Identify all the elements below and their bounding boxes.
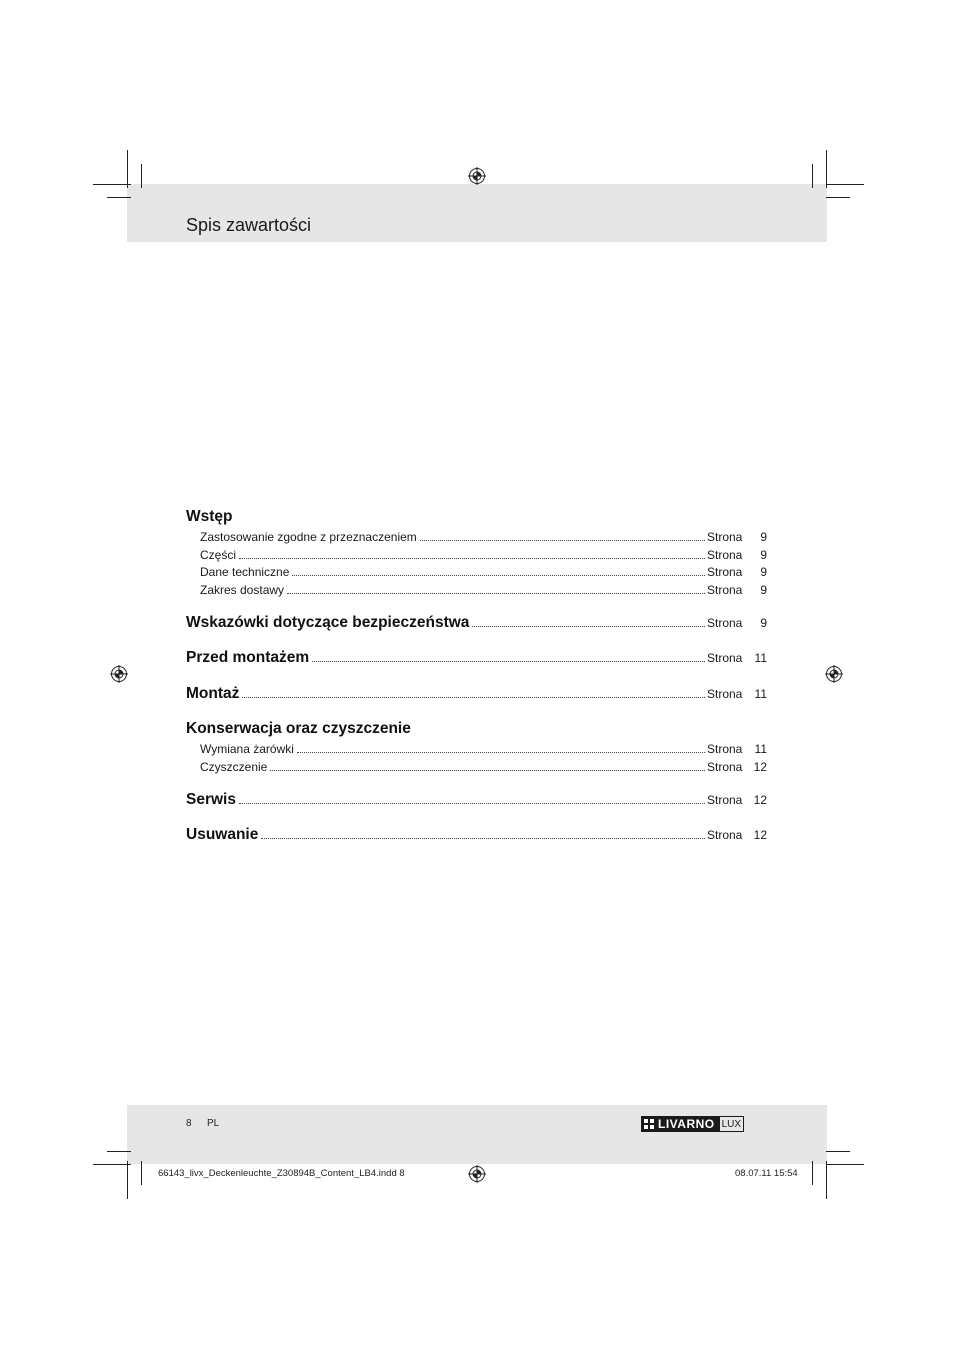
page-number: 9 xyxy=(760,582,767,597)
toc-entry[interactable] xyxy=(186,759,767,777)
page-number: 12 xyxy=(753,793,767,807)
toc-heading: Montaż xyxy=(186,685,240,702)
page-number: 11 xyxy=(754,742,767,756)
toc-section-intro xyxy=(186,505,767,599)
toc-heading: Usuwanie xyxy=(186,826,259,843)
toc-entry[interactable] xyxy=(186,564,767,582)
page-word: Strona xyxy=(707,565,743,580)
crop-mark xyxy=(93,184,131,185)
toc-entry-label: Czyszczenie xyxy=(200,759,268,774)
crop-mark xyxy=(107,197,131,198)
page-number: 11 xyxy=(754,687,767,701)
page-number: 9 xyxy=(760,565,767,580)
registration-mark-icon xyxy=(825,665,843,683)
page-number: 9 xyxy=(760,530,767,544)
crop-mark xyxy=(812,1161,813,1185)
crop-mark xyxy=(826,197,850,198)
toc-heading: Konserwacja oraz czyszczenie xyxy=(186,720,411,737)
toc-section-safety xyxy=(186,611,767,635)
page-word: Strona xyxy=(707,759,743,774)
dot-leader xyxy=(242,696,705,698)
crop-mark xyxy=(826,150,827,188)
toc-section-maintenance xyxy=(186,717,767,776)
page-word: Strona xyxy=(707,742,743,756)
toc-entry-label: Zakres dostawy xyxy=(200,582,285,597)
toc-section-service xyxy=(186,788,767,812)
page-number: 11 xyxy=(754,651,767,665)
toc-entry[interactable] xyxy=(186,582,767,600)
toc-entry[interactable] xyxy=(186,646,767,670)
toc-entry-label: Zastosowanie zgodne z przeznaczeniem xyxy=(200,530,417,544)
page-title: Spis zawartości xyxy=(186,215,312,235)
slug-filename: 66143_livx_Deckenleuchte_Z30894B_Content_LB4.indd 8 xyxy=(158,1168,405,1179)
toc-section-assembly xyxy=(186,682,767,706)
crop-mark xyxy=(127,1161,128,1199)
crop-mark xyxy=(141,1161,142,1185)
toc-entry[interactable] xyxy=(186,611,767,635)
toc-section-before xyxy=(186,646,767,670)
dot-leader xyxy=(287,592,705,594)
brand-mark-icon xyxy=(644,1119,654,1129)
footer-band xyxy=(127,1105,827,1164)
page-number: 12 xyxy=(753,828,767,842)
crop-mark xyxy=(826,1161,827,1199)
crop-mark xyxy=(812,164,813,188)
crop-mark xyxy=(826,1164,864,1165)
registration-mark-icon xyxy=(468,1165,486,1183)
toc-heading: Wstęp xyxy=(186,508,233,525)
page-word: Strona xyxy=(707,582,743,597)
dot-leader xyxy=(292,574,705,576)
brand-name: LIVARNO xyxy=(658,1117,715,1131)
dot-leader xyxy=(239,557,705,559)
slug-timestamp: 08.07.11 15:54 xyxy=(735,1168,798,1179)
page-word: Strona xyxy=(707,530,743,544)
toc-heading: Serwis xyxy=(186,791,236,808)
toc-entry[interactable] xyxy=(186,682,767,706)
dot-leader xyxy=(239,802,705,804)
dot-leader xyxy=(472,625,705,627)
toc-entry[interactable] xyxy=(186,529,767,547)
toc-entry-label: Wymiana żarówki xyxy=(200,742,294,756)
dot-leader xyxy=(270,769,705,771)
dot-leader xyxy=(312,660,705,662)
toc-heading: Wskazówki dotyczące bezpieczeństwa xyxy=(186,614,470,631)
page-word: Strona xyxy=(707,547,743,562)
page-word: Strona xyxy=(707,651,743,665)
page-number: 9 xyxy=(760,547,767,562)
page-word: Strona xyxy=(707,616,743,630)
toc-entry[interactable] xyxy=(186,741,767,759)
toc-entry[interactable] xyxy=(186,788,767,812)
registration-mark-icon xyxy=(468,167,486,185)
toc-entry-label: Części xyxy=(200,547,237,562)
page-word: Strona xyxy=(707,793,743,807)
brand-logo xyxy=(641,1116,744,1132)
dot-leader xyxy=(261,837,705,839)
crop-mark xyxy=(141,164,142,188)
toc-entry[interactable] xyxy=(186,547,767,565)
page-number-footer: 8 xyxy=(186,1118,192,1129)
language-code: PL xyxy=(207,1118,220,1129)
toc-entry[interactable] xyxy=(186,823,767,847)
page-word: Strona xyxy=(707,828,743,842)
crop-mark xyxy=(826,1151,850,1152)
crop-mark xyxy=(127,150,128,188)
registration-mark-icon xyxy=(110,665,128,683)
toc-section-disposal xyxy=(186,823,767,847)
dot-leader xyxy=(420,539,705,541)
page-word: Strona xyxy=(707,687,743,701)
toc-entry-label: Dane techniczne xyxy=(200,565,290,580)
brand-sub: LUX xyxy=(719,1116,744,1132)
crop-mark xyxy=(826,184,864,185)
dot-leader xyxy=(297,751,705,753)
page-number: 9 xyxy=(760,616,767,630)
toc-heading: Przed montażem xyxy=(186,649,310,666)
page-number: 12 xyxy=(753,759,767,774)
crop-mark xyxy=(107,1151,131,1152)
crop-mark xyxy=(93,1164,131,1165)
